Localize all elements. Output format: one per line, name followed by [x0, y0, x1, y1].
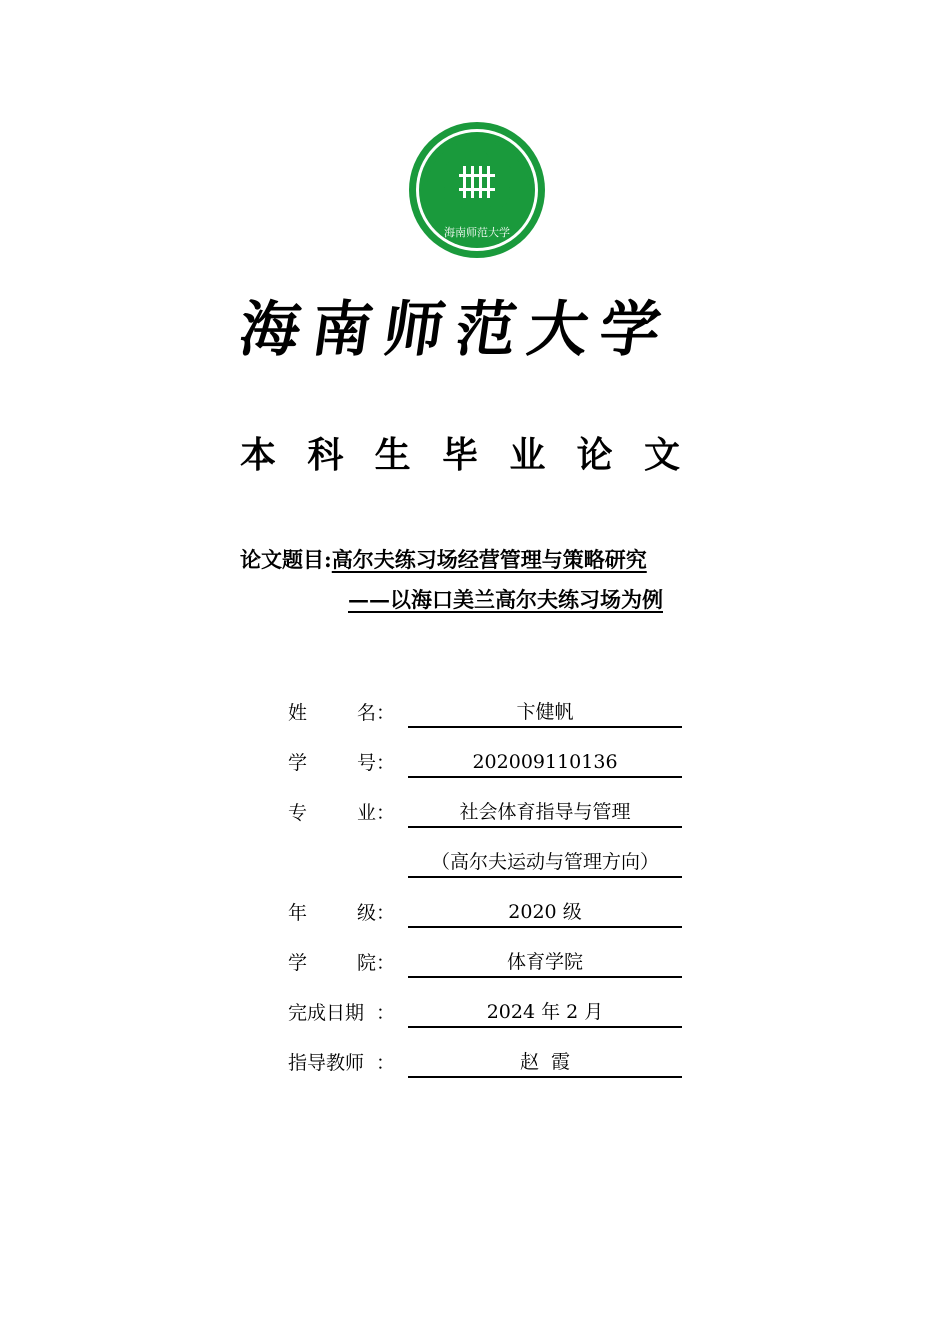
- univ-char: 范: [451, 295, 521, 365]
- document-type-heading: [240, 422, 680, 482]
- advisor-value: 赵 霞: [408, 1042, 682, 1078]
- info-row-date: [288, 992, 688, 1042]
- info-colon: ：: [376, 802, 396, 824]
- doc-type-char: 论: [576, 434, 613, 476]
- univ-char: 海: [235, 295, 305, 365]
- doc-type-char: 业: [509, 434, 546, 476]
- doc-type-char: 生: [374, 434, 411, 476]
- university-name-calligraphy: [234, 290, 665, 370]
- info-colon: ：: [376, 702, 396, 724]
- major-direction-value: （高尔夫运动与管理方向）: [408, 842, 682, 878]
- grade-value: 2020 级: [408, 892, 682, 928]
- info-colon: ：: [376, 1002, 396, 1024]
- info-row-grade: [288, 892, 688, 942]
- completion-date-value: 2024 年 2 月: [408, 992, 682, 1028]
- doc-type-char: 毕: [441, 434, 478, 476]
- doc-type-char: 科: [307, 434, 344, 476]
- info-row-major-direction: [288, 842, 688, 892]
- info-colon: ：: [376, 902, 396, 924]
- logo-bottom-text: 海南师范大学: [444, 226, 510, 239]
- info-colon: ：: [376, 1052, 396, 1074]
- thesis-title-line1: 高尔夫练习场经营管理与策略研究: [331, 547, 647, 572]
- info-colon: ：: [376, 752, 396, 774]
- student-info-table: [288, 692, 688, 1092]
- name-value: 卞健帆: [408, 692, 682, 728]
- info-label: 学 号: [288, 752, 376, 774]
- univ-char: 师: [379, 295, 449, 365]
- major-value: 社会体育指导与管理: [408, 792, 682, 828]
- info-colon: ：: [376, 952, 396, 974]
- college-value: 体育学院: [408, 942, 682, 978]
- student-id-value: 202009110136: [408, 742, 682, 778]
- info-label: 完成日期: [288, 1002, 365, 1024]
- thesis-title-block: [240, 544, 760, 622]
- university-logo: [405, 118, 550, 263]
- logo-seal-icon: [405, 118, 550, 263]
- info-row-major: [288, 792, 688, 842]
- info-label: 指导教师: [288, 1052, 365, 1074]
- thesis-title-line2: ——以海口美兰高尔夫练习场为例: [348, 587, 663, 612]
- info-label: 年 级: [288, 902, 376, 924]
- info-row-advisor: [288, 1042, 688, 1092]
- thesis-title-label: 论文题目:: [240, 547, 332, 572]
- info-label: 学 院: [288, 952, 376, 974]
- info-row-college: [288, 942, 688, 992]
- logo-arc-text: HAINAN NORMAL UNIVERSITY: [420, 132, 534, 188]
- info-label: 姓 名: [288, 702, 376, 724]
- info-label: 专 业: [288, 802, 376, 824]
- info-row-student-id: [288, 742, 688, 792]
- univ-char: 学: [595, 295, 665, 365]
- doc-type-char: 文: [643, 434, 680, 476]
- univ-char: 大: [523, 295, 593, 365]
- info-row-name: [288, 692, 688, 742]
- doc-type-char: 本: [240, 434, 277, 476]
- univ-char: 南: [307, 295, 377, 365]
